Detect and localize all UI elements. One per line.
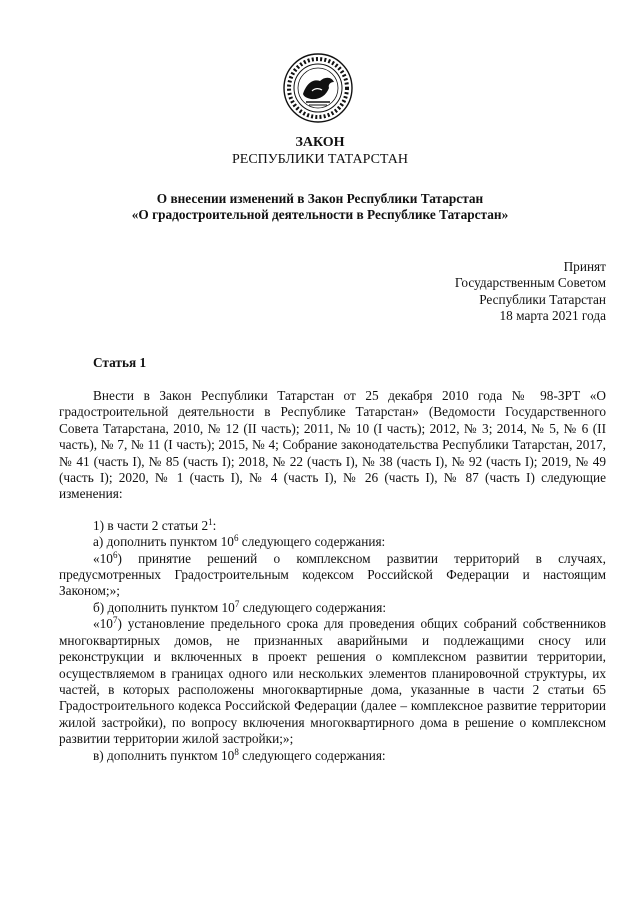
article-intro: Внести в Закон Республики Татарстан от 25 декабря 2010 года № 98-ЗРТ «О градостроительной деятельности в Республике Татарстан» (Ведомости Государственного Совета Татарстана, 2010, № 12 (II часть); 2011, № 10 (I часть); 2012, № 3; 2014, № 5, № 6 (II часть), № 7, № 11 (I часть); 2015, № 4; Собрание законодательства Республики Татарстан, 2017, № 41 (часть I), № 85 (часть I); 2018, № 22 (часть I), № 38 (часть I), № 92 (часть I); 2019, № 49 (часть I); 2020, № 1 (часть I), № 4 (часть I), № 26 (часть I), № 87 (часть I) следующие изменения: — [59, 388, 606, 502]
adoption-line: Республики Татарстан — [479, 291, 606, 307]
article-body — [59, 388, 606, 764]
document-type: ЗАКОН — [295, 135, 345, 150]
article-heading: Статья 1 — [93, 355, 147, 370]
law-subject-line-1: О внесении изменений в Закон Республики Татарстан — [156, 191, 484, 206]
adoption-line: Государственным Советом — [454, 275, 606, 291]
adoption-block — [455, 259, 606, 325]
item-a: а) дополнить пунктом $10^6$ следующего содержания: — [93, 533, 386, 550]
item-b: б) дополнить пунктом $10^7$ следующего содержания: — [93, 598, 387, 615]
adoption-line: Принят — [563, 259, 606, 274]
adoption-date: 18 марта 2021 года — [499, 308, 606, 324]
coat-of-arms-emblem — [282, 52, 354, 124]
clause-10-7: «$10^7$) установление предельного срока для проведения общих собраний собственников многоквартирных домов, не признанных аварийными и подлежащими сносу или реконструкции и включенных в проект решения о комплексном развитии территории, осуществляемом в границах одного или нескольких элементов планировочной структуры, их частей, в которых расположены многоквартирные дома, указанные в части 2 статьи 65 Градостроительного кодекса Российской Федерации (далее – комплексное развитие территории жилой застройки), по вопросу включения многоквартирного дома в решение о комплексном развитии территории жилой застройки;»; — [59, 615, 606, 747]
item-c: в) дополнить пунктом $10^8$ следующего содержания: — [93, 746, 386, 763]
law-subject-line-2: «О градостроительной деятельности в Республике Татарстан» — [131, 207, 509, 222]
item-1: 1) в части 2 статьи $2^1$: — [93, 516, 217, 533]
clause-10-6: «$10^6$) принятие решений о комплексном развитии территорий в случаях, предусмотренных Градостроительным кодексом Российской Федерации и настоящим Законом;»; — [59, 549, 606, 599]
issuing-republic: РЕСПУБЛИКИ ТАТАРСТАН — [231, 152, 408, 167]
